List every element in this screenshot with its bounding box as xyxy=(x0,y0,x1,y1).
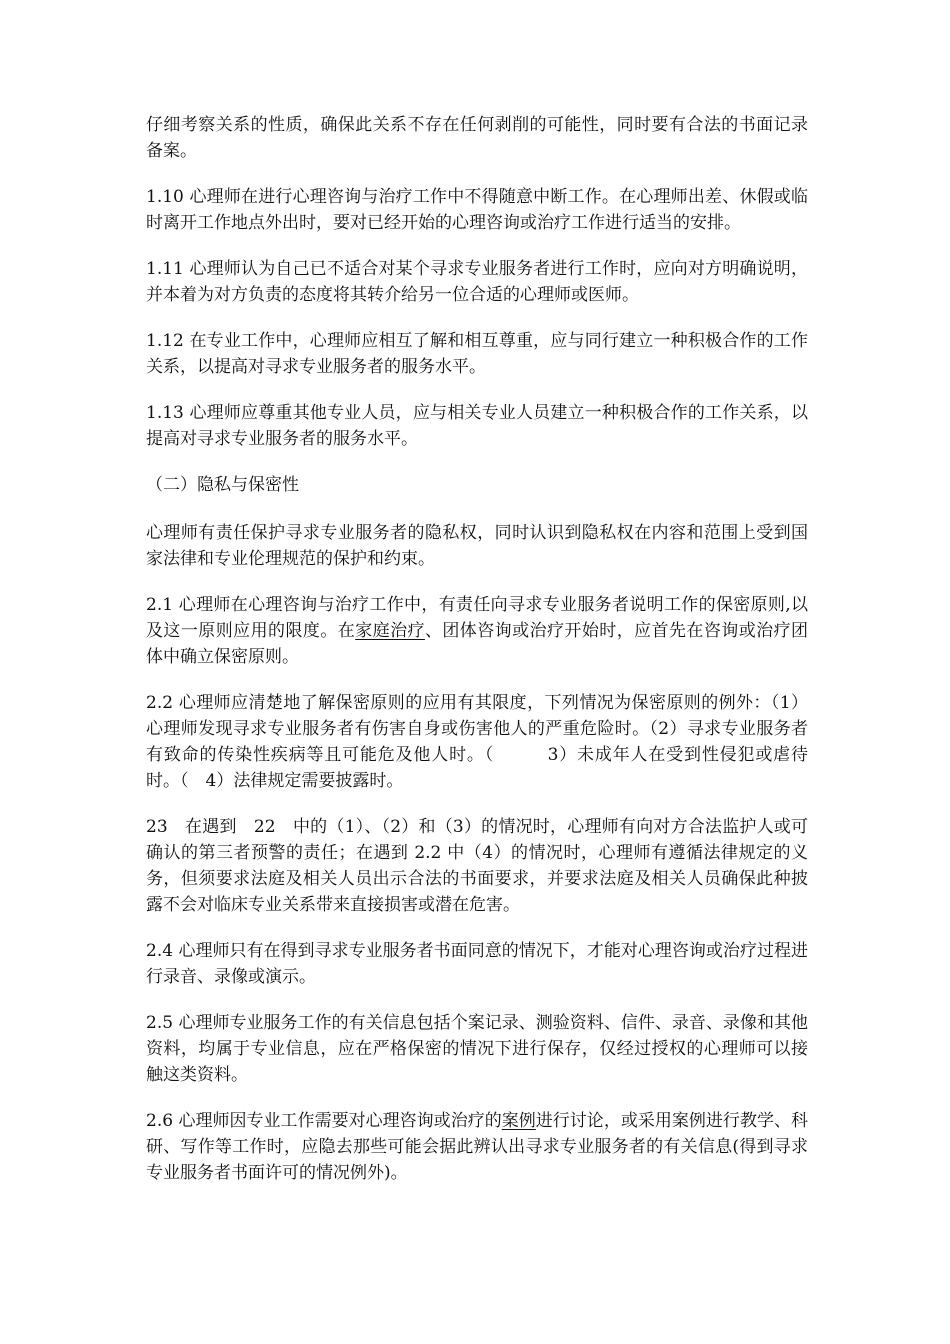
paragraph-2-1 xyxy=(146,592,808,670)
paragraph-2-3 xyxy=(146,814,808,918)
paragraph-1-10 xyxy=(146,184,808,236)
section-heading-privacy xyxy=(146,472,808,498)
paragraph-text: 心理师有责任保护寻求专业服务者的隐私权，同时认识到隐私权在内容和范围上受到国家法律和专业伦理规范的保护和约束。 xyxy=(146,523,808,569)
underlined-term-case: 案例 xyxy=(501,1111,536,1131)
paragraph-text: 23 在遇到 22 中的（1）、（2）和（3）的情况时，心理师有向对方合法监护人或可确认的第三者预警的责任；在遇到 2.2 中（4）的情况时，心理师有遵循法律规定的义务，但须要求法庭及相关人员出示合法的书面要求，并要求法庭及相关人员确保此种披露不会对临床专业关系带来直接损害或潜在危害。 xyxy=(146,817,808,915)
paragraph-text: 2.5 心理师专业服务工作的有关信息包括个案记录、测验资料、信件、录音、录像和其他资料，均属于专业信息，应在严格保密的情况下进行保存，仅经过授权的心理师可以接触这类资料。 xyxy=(146,1013,808,1085)
paragraph-continuation xyxy=(146,112,808,164)
paragraph-text: 2.1 心理师在心理咨询与治疗工作中，有责任向寻求专业服务者说明工作的保密原则,以及这一原则应用的限度。在 xyxy=(146,595,808,641)
paragraph-2-2 xyxy=(146,690,808,794)
paragraph-2-5 xyxy=(146,1010,808,1088)
paragraph-2-6 xyxy=(146,1108,808,1186)
document-page xyxy=(146,112,808,1206)
paragraph-text: 、团体咨询或治疗开始时，应首先在咨询或治疗团体中确立保密原则。 xyxy=(146,621,809,667)
paragraph-1-11 xyxy=(146,256,808,308)
paragraph-text: 2.2 心理师应清楚地了解保密原则的应用有其限度，下列情况为保密原则的例外：（1）心理师发现寻求专业服务者有伤害自身或伤害他人的严重危险时。（2）寻求专业服务者有致命的传染性疾病等且可能危及他人时。（ 3）未成年人在受到性侵犯或虐待时。（ 4）法律规定需要披露时。 xyxy=(146,693,808,791)
paragraph-text: 2.4 心理师只有在得到寻求专业服务者书面同意的情况下，才能对心理咨询或治疗过程进行录音、录像或演示。 xyxy=(146,941,808,987)
paragraph-text: 1.10 心理师在进行心理咨询与治疗工作中不得随意中断工作。在心理师出差、休假或临时离开工作地点外出时，要对已经开始的心理咨询或治疗工作进行适当的安排。 xyxy=(146,187,808,233)
underlined-term-family-therapy: 家庭治疗 xyxy=(355,621,425,641)
paragraph-text: 1.12 在专业工作中，心理师应相互了解和相互尊重，应与同行建立一种积极合作的工作关系，以提高对寻求专业服务者的服务水平。 xyxy=(146,331,808,377)
paragraph-1-13 xyxy=(146,400,808,452)
paragraph-text: 1.11 心理师认为自己已不适合对某个寻求专业服务者进行工作时，应向对方明确说明，并本着为对方负责的态度将其转介给另一位合适的心理师或医师。 xyxy=(146,259,808,305)
paragraph-text: 仔细考察关系的性质，确保此关系不存在任何剥削的可能性，同时要有合法的书面记录备案。 xyxy=(146,115,808,161)
paragraph-2-4 xyxy=(146,938,808,990)
paragraph-text: 1.13 心理师应尊重其他专业人员，应与相关专业人员建立一种积极合作的工作关系，以提高对寻求专业服务者的服务水平。 xyxy=(146,403,808,449)
paragraph-privacy-intro xyxy=(146,520,808,572)
section-heading-text: （二）隐私与保密性 xyxy=(146,475,299,495)
paragraph-text: 2.6 心理师因专业工作需要对心理咨询或治疗的 xyxy=(146,1111,502,1131)
paragraph-1-12 xyxy=(146,328,808,380)
paragraph-text: 进行讨论，或采用案例进行教学、科研、写作等工作时，应隐去那些可能会据此辨认出寻求专业服务者的有关信息(得到寻求专业服务者书面许可的情况例外)。 xyxy=(146,1111,808,1183)
